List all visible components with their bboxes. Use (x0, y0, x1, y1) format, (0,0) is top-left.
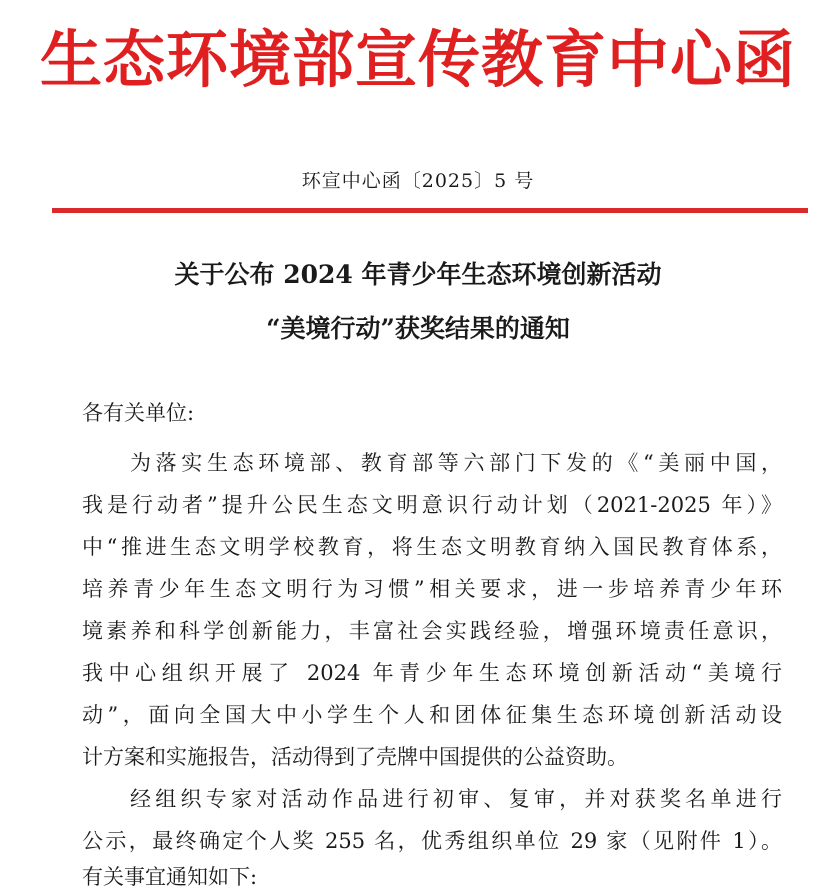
salutation: 各有关单位: (82, 401, 195, 425)
body-line: 动”，面向全国大中小学生个人和团体征集生态环境创新活动设 (82, 703, 782, 727)
red-divider-line (52, 208, 808, 213)
body-line: 我中心组织开展了 2024 年青少年生态环境创新活动“美境行 (82, 661, 782, 685)
document-number: 环宣中心函〔2025〕5 号 (301, 170, 535, 192)
body-line: 为落实生态环境部、教育部等六部门下发的《“美丽中国， (130, 451, 782, 475)
body-line: 培养青少年生态文明行为习惯”相关要求，进一步培养青少年环 (82, 577, 782, 601)
letterhead-title: 生态环境部宣传教育中心函 (39, 23, 796, 96)
body-line: 中“推进生态文明学校教育，将生态文明教育纳入国民教育体系， (82, 535, 782, 559)
notice-title-line-1: 关于公布 2024 年青少年生态环境创新活动 (174, 260, 662, 289)
body-line: 我是行动者”提升公民生态文明意识行动计划（2021-2025 年）》 (82, 493, 782, 517)
body-line: 计方案和实施报告，活动得到了壳牌中国提供的公益资助。 (82, 745, 628, 769)
notice-title-line-2: “美境行动”获奖结果的通知 (266, 314, 570, 343)
body-line: 公示，最终确定个人奖 255 名，优秀组织单位 29 家（见附件 1）。 (82, 829, 782, 853)
body-line: 境素养和科学创新能力，丰富社会实践经验，增强环境责任意识， (82, 619, 782, 643)
body-line: 有关事宜通知如下: (82, 865, 258, 889)
body-line: 经组织专家对活动作品进行初审、复审，并对获奖名单进行 (130, 787, 782, 811)
